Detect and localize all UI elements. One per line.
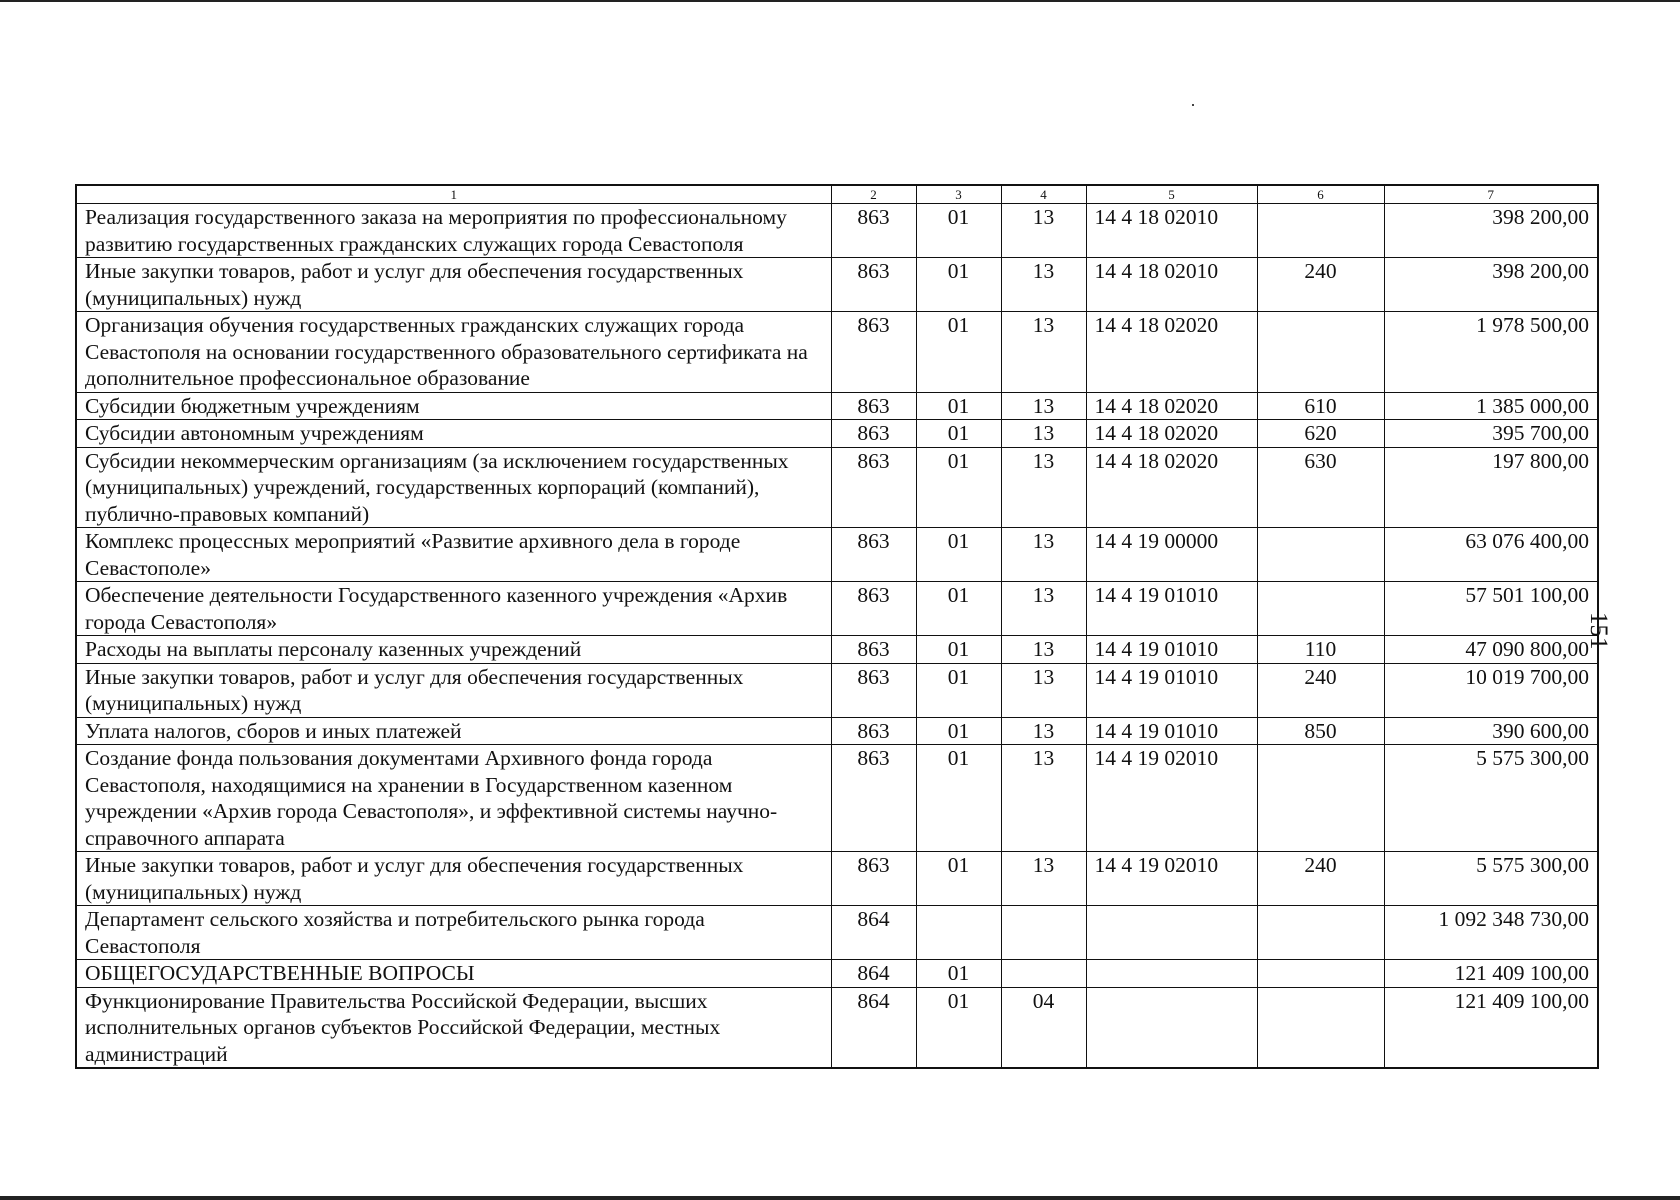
expense-type-code [1257,745,1384,852]
expense-type-code [1257,906,1384,960]
subsection-code [1001,906,1086,960]
target-item-code [1086,906,1257,960]
expense-type-code [1257,204,1384,258]
subsection-code: 13 [1001,745,1086,852]
table-row [76,312,1598,393]
row-name: Реализация государственного заказа на мероприятия по профессиональному развитию государственных гражданских служащих города Севастополя [76,204,831,258]
table-row [76,447,1598,528]
ved-code: 863 [831,582,916,636]
expense-type-code [1257,960,1384,988]
amount: 121 409 100,00 [1384,960,1598,988]
expense-type-code [1257,582,1384,636]
subsection-code: 13 [1001,204,1086,258]
table-row [76,528,1598,582]
subsection-code: 13 [1001,447,1086,528]
ved-code: 864 [831,987,916,1068]
table-row [76,745,1598,852]
expense-type-code: 240 [1257,663,1384,717]
section-code: 01 [916,960,1001,988]
section-code: 01 [916,852,1001,906]
amount: 47 090 800,00 [1384,636,1598,664]
subsection-code: 13 [1001,258,1086,312]
row-name: Уплата налогов, сборов и иных платежей [76,717,831,745]
row-name: Создание фонда пользования документами Архивного фонда города Севастополя, находящимися на хранении в Государственном казенном учреждении «Архив города Севастополя», и эффективной системы научно-справочного аппарата [76,745,831,852]
column-header: 6 [1257,185,1384,204]
subsection-code: 13 [1001,528,1086,582]
column-header: 3 [916,185,1001,204]
table-row [76,258,1598,312]
column-header: 4 [1001,185,1086,204]
amount: 1 385 000,00 [1384,392,1598,420]
ved-code: 863 [831,204,916,258]
subsection-code: 13 [1001,582,1086,636]
section-code: 01 [916,312,1001,393]
target-item-code: 14 4 18 02020 [1086,312,1257,393]
expense-type-code [1257,312,1384,393]
amount: 1 092 348 730,00 [1384,906,1598,960]
row-name: Субсидии автономным учреждениям [76,420,831,448]
table-body [76,204,1598,1069]
ved-code: 864 [831,906,916,960]
amount: 63 076 400,00 [1384,528,1598,582]
expense-type-code: 850 [1257,717,1384,745]
ved-code: 863 [831,528,916,582]
section-code: 01 [916,204,1001,258]
scan-top-edge [0,0,1680,2]
ved-code: 863 [831,852,916,906]
target-item-code: 14 4 19 00000 [1086,528,1257,582]
row-name: Департамент сельского хозяйства и потребительского рынка города Севастополя [76,906,831,960]
table-row [76,392,1598,420]
subsection-code: 13 [1001,717,1086,745]
table-row [76,663,1598,717]
subsection-code: 13 [1001,392,1086,420]
target-item-code: 14 4 18 02010 [1086,204,1257,258]
amount: 57 501 100,00 [1384,582,1598,636]
ved-code: 863 [831,636,916,664]
target-item-code [1086,987,1257,1068]
section-code: 01 [916,392,1001,420]
amount: 1 978 500,00 [1384,312,1598,393]
row-name: Субсидии бюджетным учреждениям [76,392,831,420]
ved-code: 863 [831,312,916,393]
expense-type-code: 610 [1257,392,1384,420]
scan-speck [1192,104,1194,106]
row-name: Организация обучения государственных гражданских служащих города Севастополя на основании государственного образовательного сертификата на дополнительное профессиональное образование [76,312,831,393]
target-item-code: 14 4 18 02020 [1086,447,1257,528]
table-row [76,960,1598,988]
expense-type-code: 110 [1257,636,1384,664]
ved-code: 863 [831,258,916,312]
table-row [76,906,1598,960]
scan-bottom-edge [0,1196,1680,1200]
row-name: Функционирование Правительства Российской Федерации, высших исполнительных органов субъектов Российской Федерации, местных администраций [76,987,831,1068]
amount: 121 409 100,00 [1384,987,1598,1068]
row-name: Иные закупки товаров, работ и услуг для обеспечения государственных (муниципальных) нужд [76,852,831,906]
column-number-row [76,185,1598,204]
ved-code: 863 [831,392,916,420]
amount: 10 019 700,00 [1384,663,1598,717]
budget-table [75,184,1599,1069]
column-header: 2 [831,185,916,204]
row-name: Иные закупки товаров, работ и услуг для обеспечения государственных (муниципальных) нужд [76,663,831,717]
target-item-code: 14 4 18 02020 [1086,392,1257,420]
expense-type-code: 240 [1257,258,1384,312]
expense-type-code: 240 [1257,852,1384,906]
section-code: 01 [916,663,1001,717]
table-row [76,636,1598,664]
table-row [76,420,1598,448]
page-number: 151 [1585,612,1612,650]
expense-type-code: 620 [1257,420,1384,448]
subsection-code: 04 [1001,987,1086,1068]
section-code: 01 [916,582,1001,636]
amount: 395 700,00 [1384,420,1598,448]
subsection-code: 13 [1001,636,1086,664]
section-code [916,906,1001,960]
row-name: ОБЩЕГОСУДАРСТВЕННЫЕ ВОПРОСЫ [76,960,831,988]
target-item-code: 14 4 19 01010 [1086,636,1257,664]
section-code: 01 [916,745,1001,852]
amount: 5 575 300,00 [1384,745,1598,852]
amount: 390 600,00 [1384,717,1598,745]
amount: 398 200,00 [1384,258,1598,312]
row-name: Комплекс процессных мероприятий «Развитие архивного дела в городе Севастополе» [76,528,831,582]
subsection-code: 13 [1001,663,1086,717]
ved-code: 863 [831,447,916,528]
table-row [76,987,1598,1068]
expense-type-code: 630 [1257,447,1384,528]
table-row [76,717,1598,745]
table-row [76,204,1598,258]
ved-code: 863 [831,420,916,448]
target-item-code: 14 4 19 01010 [1086,663,1257,717]
column-header: 5 [1086,185,1257,204]
column-header: 7 [1384,185,1598,204]
section-code: 01 [916,258,1001,312]
amount: 197 800,00 [1384,447,1598,528]
row-name: Иные закупки товаров, работ и услуг для обеспечения государственных (муниципальных) нужд [76,258,831,312]
target-item-code: 14 4 19 02010 [1086,852,1257,906]
target-item-code: 14 4 18 02020 [1086,420,1257,448]
subsection-code: 13 [1001,852,1086,906]
ved-code: 863 [831,663,916,717]
row-name: Обеспечение деятельности Государственного казенного учреждения «Архив города Севастополя» [76,582,831,636]
section-code: 01 [916,447,1001,528]
ved-code: 863 [831,745,916,852]
target-item-code: 14 4 19 02010 [1086,745,1257,852]
subsection-code: 13 [1001,420,1086,448]
amount: 398 200,00 [1384,204,1598,258]
section-code: 01 [916,717,1001,745]
table-row [76,582,1598,636]
amount: 5 575 300,00 [1384,852,1598,906]
expense-type-code [1257,528,1384,582]
table-row [76,852,1598,906]
section-code: 01 [916,420,1001,448]
section-code: 01 [916,987,1001,1068]
ved-code: 864 [831,960,916,988]
target-item-code [1086,960,1257,988]
row-name: Расходы на выплаты персоналу казенных учреждений [76,636,831,664]
target-item-code: 14 4 19 01010 [1086,717,1257,745]
target-item-code: 14 4 19 01010 [1086,582,1257,636]
expense-type-code [1257,987,1384,1068]
subsection-code [1001,960,1086,988]
row-name: Субсидии некоммерческим организациям (за исключением государственных (муниципальных) учреждений, государственных корпораций (компаний), публично-правовых компаний) [76,447,831,528]
section-code: 01 [916,636,1001,664]
subsection-code: 13 [1001,312,1086,393]
ved-code: 863 [831,717,916,745]
column-header: 1 [76,185,831,204]
target-item-code: 14 4 18 02010 [1086,258,1257,312]
section-code: 01 [916,528,1001,582]
